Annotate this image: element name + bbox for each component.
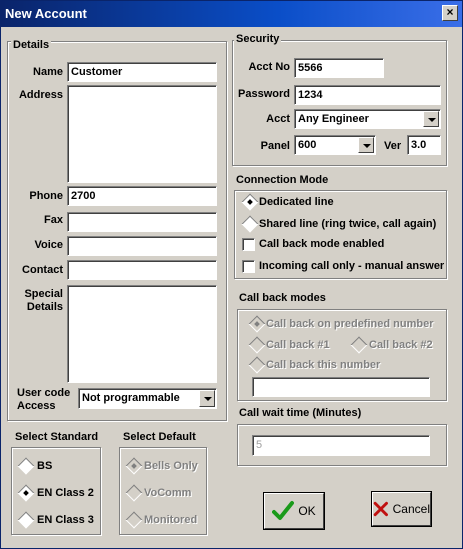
acct-value: Any Engineer [298, 113, 369, 125]
vocomm-label[interactable]: VoComm [144, 487, 192, 499]
fax-field[interactable] [67, 212, 217, 232]
call-back-1-label[interactable]: Call back #1 [266, 339, 330, 351]
address-label: Address [18, 89, 63, 101]
bells-only-label[interactable]: Bells Only [144, 460, 198, 472]
title-bar[interactable] [1, 1, 462, 27]
details-title: Details [13, 39, 50, 51]
contact-label: Contact [22, 264, 63, 276]
dedicated-line-label[interactable]: Dedicated line [259, 196, 334, 208]
voice-label: Voice [34, 239, 63, 251]
address-field[interactable] [67, 85, 217, 183]
checkmark-icon [272, 500, 294, 522]
fax-label: Fax [44, 214, 63, 226]
password-label: Password [238, 88, 290, 100]
acct-no-field[interactable]: 5566 [294, 58, 384, 78]
panel-label: Panel [260, 140, 290, 152]
incoming-only-label[interactable]: Incoming call only - manual answer [259, 260, 445, 272]
acct-no-label: Acct No [248, 61, 290, 73]
cancel-label: Cancel [392, 502, 430, 516]
call-wait-field[interactable]: 5 [252, 435, 430, 456]
en-class-3-label[interactable]: EN Class 3 [37, 514, 94, 526]
phone-field[interactable]: 2700 [67, 186, 217, 206]
special-details-label-2: Details [26, 301, 63, 313]
call-back-this-number-label[interactable]: Call back this number [266, 359, 381, 371]
call-back-enabled-label[interactable]: Call back mode enabled [259, 238, 385, 250]
monitored-label[interactable]: Monitored [144, 514, 198, 526]
phone-label: Phone [29, 190, 63, 202]
call-back-number-field[interactable] [252, 377, 430, 397]
chevron-down-icon[interactable] [358, 137, 374, 153]
contact-field[interactable] [67, 260, 217, 280]
name-field[interactable]: Customer [67, 62, 217, 82]
user-code-value: Not programmable [82, 392, 180, 404]
ver-label: Ver [384, 140, 402, 152]
user-code-label-2: Access [17, 400, 56, 412]
panel-value: 600 [298, 139, 317, 151]
security-title: Security [236, 33, 280, 45]
bs-label[interactable]: BS [37, 460, 53, 472]
chevron-down-icon[interactable] [423, 111, 439, 127]
acct-combo[interactable] [294, 109, 441, 129]
select-standard-title: Select Standard [15, 431, 99, 443]
special-details-field[interactable] [67, 285, 217, 383]
close-button[interactable]: × [442, 5, 458, 21]
call-back-enabled-checkbox[interactable] [242, 238, 255, 251]
special-details-label-1: Special [24, 288, 63, 300]
acct-label: Acct [266, 113, 290, 125]
select-default-title: Select Default [123, 431, 196, 443]
predefined-number-label[interactable]: Call back on predefined number [266, 318, 434, 330]
password-field[interactable]: 1234 [294, 85, 441, 105]
call-wait-title: Call wait time (Minutes) [239, 407, 362, 419]
ok-label: OK [298, 504, 316, 518]
user-code-combo[interactable] [78, 388, 217, 409]
shared-line-label[interactable]: Shared line (ring twice, call again) [259, 218, 437, 230]
call-back-2-label[interactable]: Call back #2 [369, 339, 433, 351]
chevron-down-icon[interactable] [199, 390, 215, 407]
cancel-x-icon [373, 498, 389, 520]
panel-combo[interactable] [294, 135, 376, 155]
name-label: Name [33, 66, 63, 78]
window-title: New Account [5, 6, 87, 21]
connection-mode-title: Connection Mode [236, 174, 329, 186]
voice-field[interactable] [67, 236, 217, 256]
ver-field[interactable]: 3.0 [407, 135, 441, 155]
call-back-modes-title: Call back modes [239, 292, 326, 304]
cancel-button[interactable] [372, 492, 431, 526]
incoming-only-checkbox[interactable] [242, 260, 255, 273]
ok-button[interactable] [264, 493, 324, 529]
en-class-2-label[interactable]: EN Class 2 [37, 487, 94, 499]
user-code-label-1: User code [17, 387, 71, 399]
